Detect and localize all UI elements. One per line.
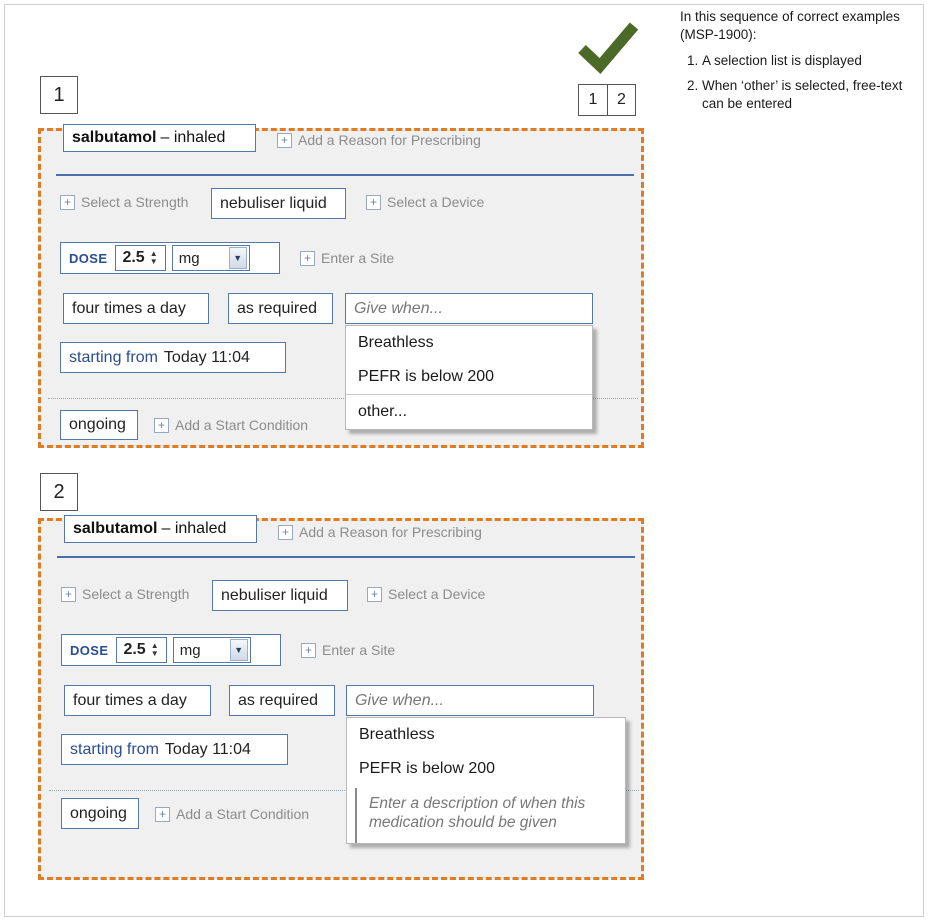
select-device-2[interactable] xyxy=(367,586,485,602)
ongoing-field-2[interactable]: ongoing xyxy=(61,798,139,829)
select-device-label: Select a Device xyxy=(388,586,486,602)
select-device-1[interactable] xyxy=(366,194,484,210)
spinner-down-icon[interactable]: ▼ xyxy=(149,257,158,266)
drug-name-field-2[interactable] xyxy=(64,515,257,543)
starting-from-value: Today 11:04 xyxy=(163,348,250,366)
chevron-down-icon[interactable]: ▼ xyxy=(230,639,248,661)
select-strength-2[interactable] xyxy=(61,586,189,602)
give-when-input-1[interactable]: Give when... xyxy=(345,293,593,324)
add-reason-for-prescribing-2[interactable] xyxy=(278,524,482,540)
starting-from-label: starting from xyxy=(69,348,158,366)
starting-from-field-2[interactable] xyxy=(61,734,288,765)
plus-icon: + xyxy=(278,525,293,540)
dose-unit-text: mg xyxy=(179,641,201,659)
plus-icon: + xyxy=(300,251,315,266)
pager-page-1[interactable]: 1 xyxy=(588,91,598,108)
ongoing-field-1[interactable]: ongoing xyxy=(60,410,138,440)
dose-label: DOSE xyxy=(70,642,109,658)
dose-unit-select[interactable] xyxy=(172,245,250,271)
enter-site-label: Enter a Site xyxy=(322,642,396,658)
spinner-up-icon[interactable]: ▲ xyxy=(150,641,159,650)
drug-form-text: – inhaled xyxy=(160,129,226,146)
free-text-input[interactable]: Enter a description of when this medication should be given xyxy=(355,788,625,843)
dose-label: DOSE xyxy=(69,250,108,266)
spinner-down-icon[interactable]: ▼ xyxy=(150,649,159,658)
dropdown-option-pefr[interactable]: PEFR is below 200 xyxy=(358,368,495,385)
dropdown-option-breathless[interactable]: Breathless xyxy=(359,726,435,743)
dose-unit-text: mg xyxy=(178,249,200,267)
dropdown-option-other[interactable]: other... xyxy=(346,394,592,429)
strength-field-1[interactable]: nebuliser liquid xyxy=(211,188,346,219)
frequency-field-2[interactable]: four times a day xyxy=(64,685,211,716)
dose-spinner[interactable] xyxy=(147,246,161,270)
annotation-item-1: 1. A selection list is displayed xyxy=(702,52,910,70)
dose-value-text: 2.5 xyxy=(123,641,146,658)
add-reason-for-prescribing-1[interactable] xyxy=(277,132,481,148)
plus-icon: + xyxy=(155,807,170,822)
dose-value-input[interactable] xyxy=(115,245,165,271)
annotation-item-2: 2. When ‘other’ is selected, free-text can be entered xyxy=(702,77,910,113)
section-divider-2 xyxy=(57,556,635,558)
drug-form-text: – inhaled xyxy=(161,520,227,537)
annotation-intro: In this sequence of correct examples (MSP-1900): xyxy=(680,9,900,43)
enter-site-label: Enter a Site xyxy=(321,250,395,266)
dose-group-1[interactable] xyxy=(60,242,280,274)
give-when-dropdown-1[interactable] xyxy=(345,325,593,430)
add-start-condition-label: Add a Start Condition xyxy=(175,417,309,433)
annotation-list xyxy=(680,52,910,113)
pager-page-2[interactable]: 2 xyxy=(607,85,635,115)
add-reason-label: Add a Reason for Prescribing xyxy=(299,524,482,540)
step-number-1: 1 xyxy=(40,76,78,114)
dose-value-input[interactable] xyxy=(116,637,166,663)
dose-unit-select[interactable] xyxy=(173,637,251,663)
starting-from-field-1[interactable] xyxy=(60,342,286,373)
plus-icon: + xyxy=(277,133,292,148)
annotation-panel xyxy=(680,8,910,119)
section-divider-1 xyxy=(56,174,634,176)
drug-name-field-1[interactable] xyxy=(63,124,256,152)
plus-icon: + xyxy=(367,587,382,602)
plus-icon: + xyxy=(154,418,169,433)
starting-from-label: starting from xyxy=(70,740,159,758)
enter-a-site-2[interactable] xyxy=(301,642,395,658)
plus-icon: + xyxy=(60,195,75,210)
select-strength-label: Select a Strength xyxy=(81,194,189,210)
frequency-field-1[interactable]: four times a day xyxy=(63,293,209,324)
as-required-field-2[interactable]: as required xyxy=(229,685,335,716)
plus-icon: + xyxy=(301,643,316,658)
check-mark-icon xyxy=(578,22,638,77)
starting-from-value: Today 11:04 xyxy=(164,740,251,758)
dose-value-text: 2.5 xyxy=(122,249,145,266)
add-start-condition-2[interactable] xyxy=(155,806,309,822)
step-number-2: 2 xyxy=(40,473,78,511)
select-device-label: Select a Device xyxy=(387,194,485,210)
dose-group-2[interactable] xyxy=(61,634,281,666)
give-when-input-2[interactable]: Give when... xyxy=(346,685,594,716)
add-reason-label: Add a Reason for Prescribing xyxy=(298,132,481,148)
enter-a-site-1[interactable] xyxy=(300,250,394,266)
as-required-field-1[interactable]: as required xyxy=(228,293,333,324)
select-strength-label: Select a Strength xyxy=(82,586,190,602)
plus-icon: + xyxy=(61,587,76,602)
plus-icon: + xyxy=(366,195,381,210)
add-start-condition-1[interactable] xyxy=(154,417,308,433)
dropdown-option-pefr[interactable]: PEFR is below 200 xyxy=(359,760,496,777)
drug-name-text: salbutamol xyxy=(72,129,157,146)
select-strength-1[interactable] xyxy=(60,194,188,210)
chevron-down-icon[interactable]: ▼ xyxy=(229,247,247,269)
give-when-dropdown-2[interactable] xyxy=(346,717,626,844)
dose-spinner[interactable] xyxy=(148,638,162,662)
strength-field-2[interactable]: nebuliser liquid xyxy=(212,580,348,611)
drug-name-text: salbutamol xyxy=(73,520,158,537)
spinner-up-icon[interactable]: ▲ xyxy=(149,249,158,258)
add-start-condition-label: Add a Start Condition xyxy=(176,806,310,822)
pager[interactable] xyxy=(578,84,636,116)
dropdown-option-breathless[interactable]: Breathless xyxy=(358,334,434,351)
